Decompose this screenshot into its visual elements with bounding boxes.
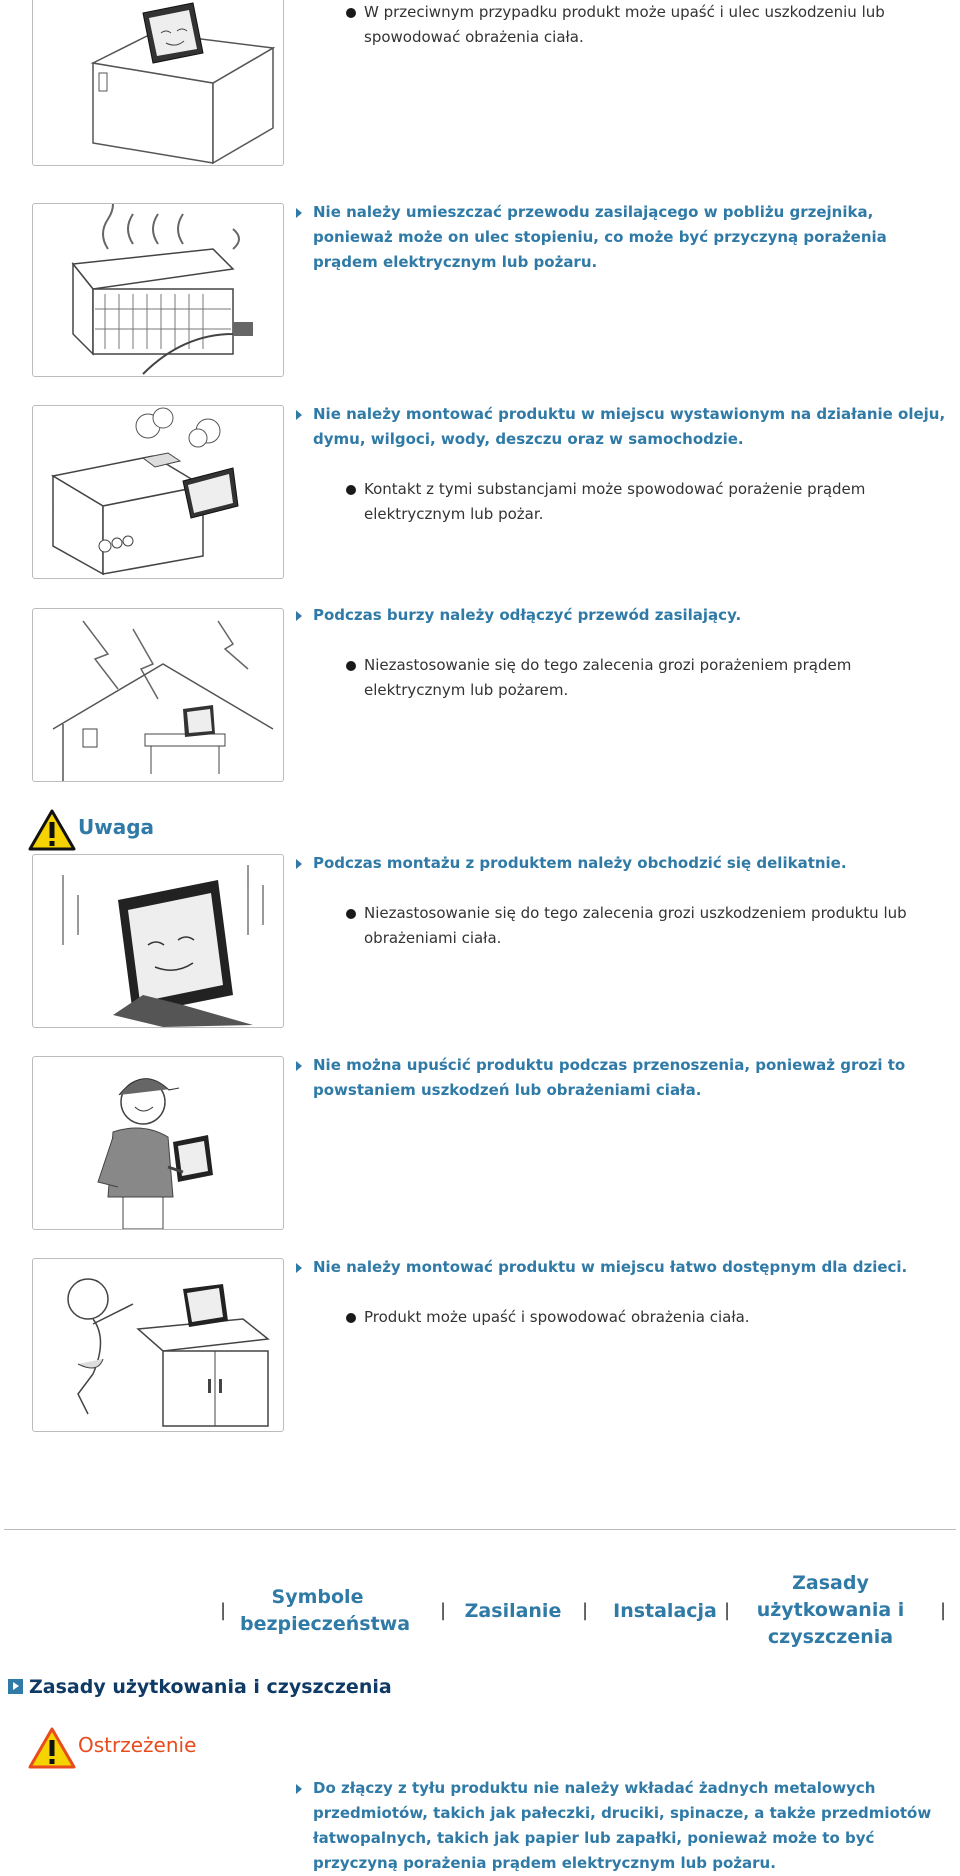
- nav-link-zasilanie[interactable]: Zasilanie: [464, 1600, 562, 1622]
- section-title-text: Zasady użytkowania i czyszczenia: [29, 1676, 392, 1698]
- arrow-right-icon: [296, 1263, 302, 1273]
- nav-link-instalacja[interactable]: Instalacja: [613, 1600, 717, 1622]
- nav-separator: |: [940, 1600, 947, 1621]
- divider: [4, 1529, 956, 1530]
- bullet-1: W przeciwnym przypadku produkt może upaść i ulec uszkodzeniu lub spowodować obrażenia ciała.: [346, 0, 946, 50]
- illustration-child-cabinet: [32, 1258, 284, 1432]
- bullet-5: Niezastosowanie się do tego zalecenia grozi uszkodzeniem produktu lub obrażeniami ciała.: [346, 901, 946, 951]
- illustration-boy-carrying: [32, 1056, 284, 1230]
- heading-2: Nie należy umieszczać przewodu zasilającego w pobliżu grzejnika, ponieważ może on ulec stopieniu, co może być przyczyną porażenia prądem elektrycznym lub pożaru.: [296, 200, 956, 275]
- nav-separator: |: [724, 1600, 731, 1621]
- heading-3: Nie należy montować produktu w miejscu wystawionym na działanie oleju, dymu, wilgoci, wody, deszczu oraz w samochodzie.: [296, 402, 956, 452]
- nav-separator: |: [220, 1600, 227, 1621]
- illustration-frame-falling: [32, 854, 284, 1028]
- heading-4: Podczas burzy należy odłączyć przewód zasilający.: [296, 603, 956, 628]
- heading-5: Podczas montażu z produktem należy obchodzić się delikatnie.: [296, 851, 956, 876]
- heading-8: Do złączy z tyłu produktu nie należy wkładać żadnych metalowych przedmiotów, takich jak pałeczki, druciki, spinacze, a także przedmiotów łatwopalnych, takich jak papier lub zapałki, ponieważ może to być przyczyną porażenia prądem elektrycznym lub pożaru.: [296, 1776, 956, 1876]
- illustration-humidifier: [32, 405, 284, 579]
- bullet-7: Produkt może upaść i spowodować obrażenia ciała.: [346, 1305, 946, 1330]
- bullet-4: Niezastosowanie się do tego zalecenia grozi porażeniem prądem elektrycznym lub pożarem.: [346, 653, 946, 703]
- illustration-frame-on-box: [32, 0, 284, 166]
- nav-separator: |: [440, 1600, 447, 1621]
- footer-nav: [210, 1570, 960, 1650]
- bullet-dot-icon: [346, 8, 356, 18]
- arrow-right-icon: [296, 611, 302, 621]
- illustration-thunderstorm: [32, 608, 284, 782]
- bullet-dot-icon: [346, 909, 356, 919]
- bullet-dot-icon: [346, 661, 356, 671]
- nav-link-symbole[interactable]: Symbole bezpieczeństwa: [240, 1586, 411, 1635]
- arrow-right-icon: [296, 410, 302, 420]
- bullet-dot-icon: [346, 1313, 356, 1323]
- arrow-right-icon: [296, 859, 302, 869]
- bullet-dot-icon: [346, 485, 356, 495]
- warning-text: Ostrzeżenie: [78, 1733, 197, 1757]
- heading-6: Nie można upuścić produktu podczas przenoszenia, ponieważ grozi to powstaniem uszkodzeń lub obrażeniami ciała.: [296, 1053, 956, 1103]
- nav-link-zasady[interactable]: Zasady użytkowania i czyszczenia: [756, 1572, 905, 1648]
- arrow-right-icon: [296, 208, 302, 218]
- illustration-heater: [32, 203, 284, 377]
- section-title: [8, 1676, 392, 1698]
- caution-text: Uwaga: [78, 815, 155, 839]
- heading-7: Nie należy montować produktu w miejscu łatwo dostępnym dla dzieci.: [296, 1255, 956, 1280]
- arrow-right-icon: [296, 1061, 302, 1071]
- warning-triangle-icon: [28, 1727, 76, 1769]
- arrow-box-icon: [8, 1679, 23, 1694]
- warning-triangle-icon: [28, 809, 76, 851]
- nav-separator: |: [582, 1600, 589, 1621]
- bullet-3: Kontakt z tymi substancjami może spowodować porażenie prądem elektrycznym lub pożar.: [346, 477, 946, 527]
- arrow-right-icon: [296, 1784, 302, 1794]
